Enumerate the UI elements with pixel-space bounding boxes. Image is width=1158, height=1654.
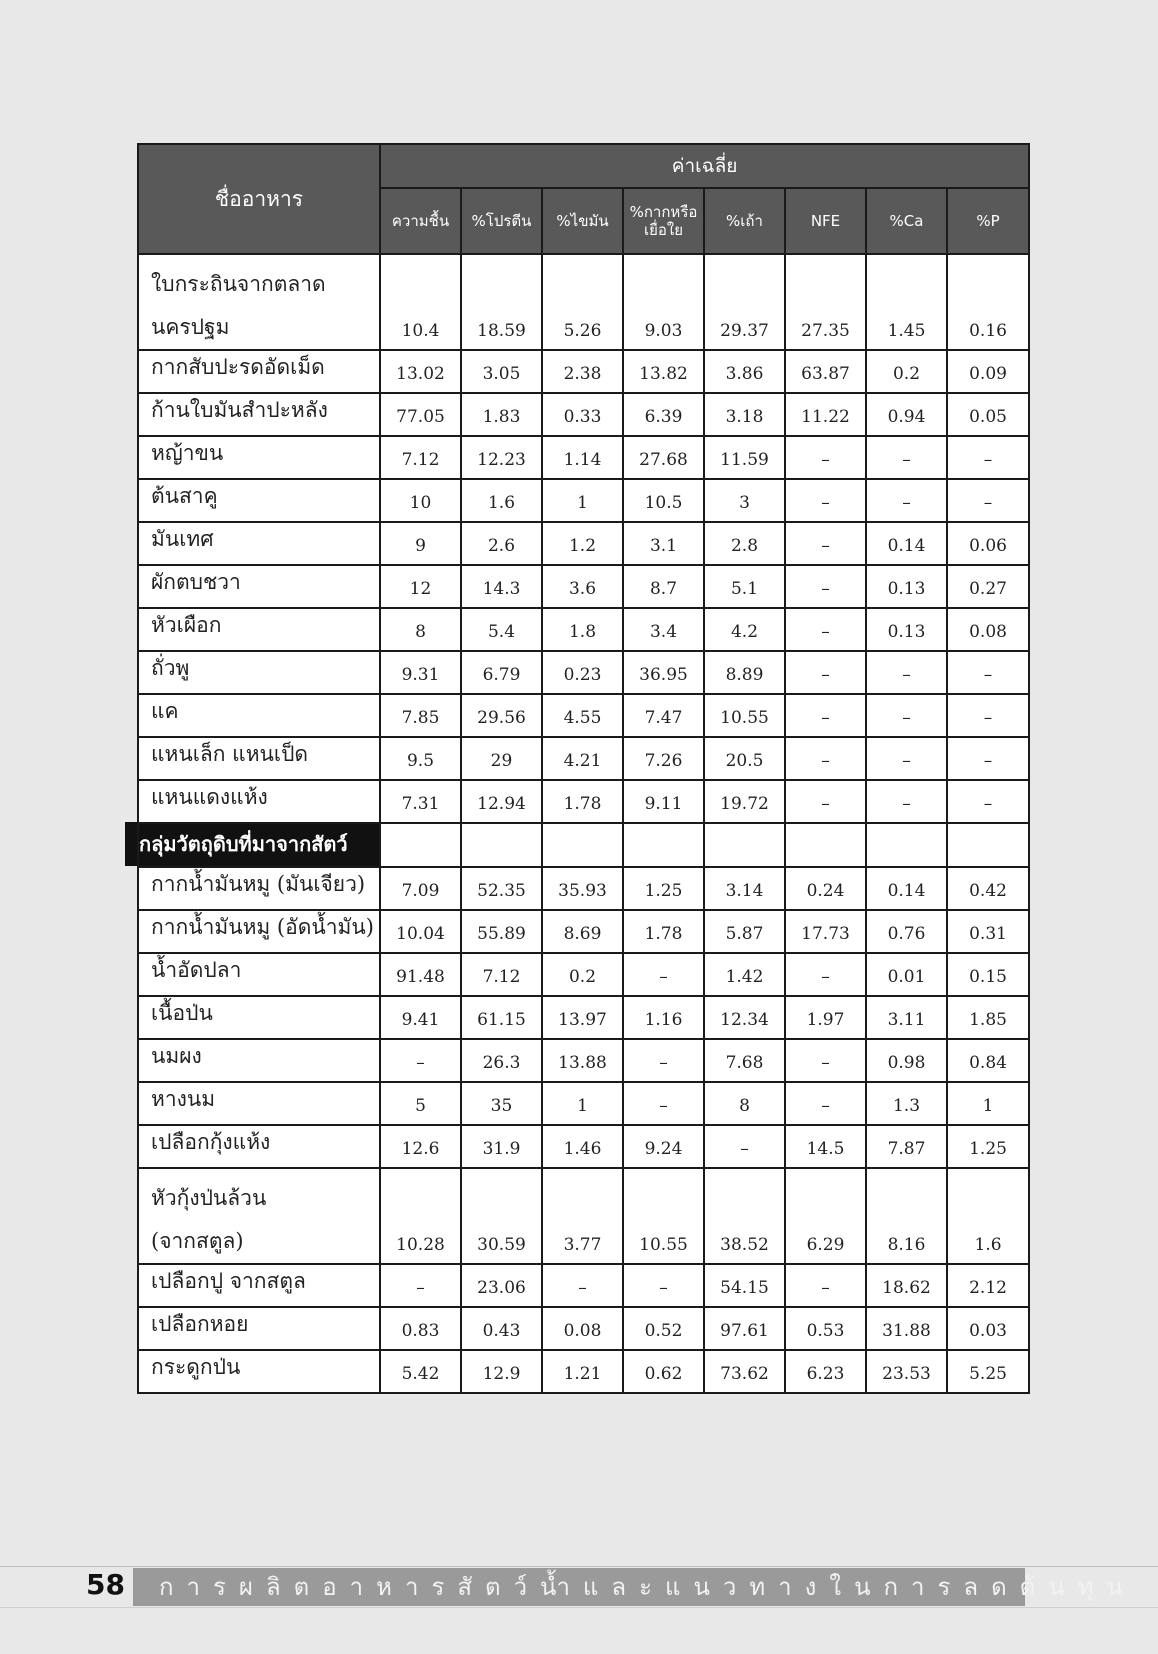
value-cell: – — [785, 1082, 866, 1125]
value-cell: 1 — [947, 1082, 1029, 1125]
value-cell: 0.42 — [947, 867, 1029, 910]
value-cell: 0.83 — [380, 1307, 461, 1350]
value-cell: 11.59 — [704, 436, 785, 479]
value-cell: 1.46 — [542, 1125, 623, 1168]
value-cell: – — [623, 1039, 704, 1082]
value-cell: – — [785, 565, 866, 608]
feed-name-cell: กากน้ำมันหมู (มันเจียว) — [138, 867, 380, 910]
value-cell: 61.15 — [461, 996, 542, 1039]
feed-name-cell: มันเทศ — [138, 522, 380, 565]
value-cell: 1.83 — [461, 393, 542, 436]
feed-name-cell: หางนม — [138, 1082, 380, 1125]
value-cell: 12.6 — [380, 1125, 461, 1168]
value-cell: 0.05 — [947, 393, 1029, 436]
table-row — [138, 1082, 1029, 1125]
group-cell — [138, 823, 380, 867]
empty-cell — [380, 823, 461, 867]
table-row — [138, 1168, 1029, 1264]
value-cell: 1.25 — [947, 1125, 1029, 1168]
value-cell: 6.79 — [461, 651, 542, 694]
value-cell: – — [785, 651, 866, 694]
feed-name-cell: ใบกระถินจากตลาด นครปฐม — [138, 254, 380, 350]
value-cell: 77.05 — [380, 393, 461, 436]
table-row — [138, 651, 1029, 694]
group-row — [138, 823, 1029, 867]
value-cell: 9.5 — [380, 737, 461, 780]
column-header: %กากหรือ เยื่อใย — [623, 188, 704, 254]
value-cell: 0.2 — [866, 350, 947, 393]
value-cell: 10.5 — [623, 479, 704, 522]
table-row — [138, 953, 1029, 996]
value-cell: 8.16 — [866, 1168, 947, 1264]
value-cell: 5.1 — [704, 565, 785, 608]
table-row — [138, 522, 1029, 565]
value-cell: 7.85 — [380, 694, 461, 737]
table-body — [138, 254, 1029, 1393]
value-cell: 73.62 — [704, 1350, 785, 1393]
value-cell: – — [623, 953, 704, 996]
value-cell: – — [785, 737, 866, 780]
value-cell: 1.85 — [947, 996, 1029, 1039]
value-cell: 0.08 — [542, 1307, 623, 1350]
feed-name-cell: หัวเผือก — [138, 608, 380, 651]
value-cell: 3.77 — [542, 1168, 623, 1264]
value-cell: 6.23 — [785, 1350, 866, 1393]
value-cell: 14.5 — [785, 1125, 866, 1168]
value-cell: 1.6 — [461, 479, 542, 522]
value-cell: 10.04 — [380, 910, 461, 953]
value-cell: 29.37 — [704, 254, 785, 350]
value-cell: 7.12 — [380, 436, 461, 479]
value-cell: 31.9 — [461, 1125, 542, 1168]
value-cell: 18.59 — [461, 254, 542, 350]
value-cell: 8 — [704, 1082, 785, 1125]
value-cell: 3 — [704, 479, 785, 522]
table-row — [138, 254, 1029, 350]
footer-divider-bottom — [0, 1607, 1158, 1608]
value-cell: 2.6 — [461, 522, 542, 565]
table-row — [138, 1264, 1029, 1307]
value-cell: 2.8 — [704, 522, 785, 565]
value-cell: 0.13 — [866, 565, 947, 608]
empty-cell — [542, 823, 623, 867]
feed-name-cell: เปลือกกุ้งแห้ง — [138, 1125, 380, 1168]
feed-composition-table — [137, 143, 1030, 1394]
value-cell: 9 — [380, 522, 461, 565]
value-cell: – — [623, 1264, 704, 1307]
value-cell: 9.03 — [623, 254, 704, 350]
value-cell: 0.62 — [623, 1350, 704, 1393]
value-cell: 3.6 — [542, 565, 623, 608]
footer-book-title: การผลิตอาหารสัตว์น้ำและแนวทางในการลดต้นทุน — [133, 1568, 1025, 1606]
feed-name-cell: กากสับปะรดอัดเม็ด — [138, 350, 380, 393]
value-cell: 2.38 — [542, 350, 623, 393]
value-cell: 1.14 — [542, 436, 623, 479]
value-cell: 35.93 — [542, 867, 623, 910]
feed-name-header: ชื่ออาหาร — [138, 144, 380, 254]
feed-name-cell: เปลือกหอย — [138, 1307, 380, 1350]
value-cell: 3.05 — [461, 350, 542, 393]
feed-name-cell: นมผง — [138, 1039, 380, 1082]
value-cell: 5.25 — [947, 1350, 1029, 1393]
value-cell: 0.08 — [947, 608, 1029, 651]
column-header: %โปรตีน — [461, 188, 542, 254]
value-cell: – — [866, 780, 947, 823]
value-cell: – — [704, 1125, 785, 1168]
value-cell: 0.53 — [785, 1307, 866, 1350]
value-cell: 4.2 — [704, 608, 785, 651]
value-cell: 0.09 — [947, 350, 1029, 393]
value-cell: 23.53 — [866, 1350, 947, 1393]
value-cell: – — [542, 1264, 623, 1307]
feed-name-cell: หัวกุ้งป่นล้วน (จากสตูล) — [138, 1168, 380, 1264]
value-cell: 5.42 — [380, 1350, 461, 1393]
feed-name-cell: หญ้าขน — [138, 436, 380, 479]
table-row — [138, 608, 1029, 651]
value-cell: 0.01 — [866, 953, 947, 996]
value-cell: 27.68 — [623, 436, 704, 479]
value-cell: 31.88 — [866, 1307, 947, 1350]
value-cell: 1.21 — [542, 1350, 623, 1393]
column-header: %P — [947, 188, 1029, 254]
table-row — [138, 1039, 1029, 1082]
value-cell: 12 — [380, 565, 461, 608]
value-cell: – — [785, 522, 866, 565]
value-cell: 23.06 — [461, 1264, 542, 1307]
value-cell: 4.21 — [542, 737, 623, 780]
table-row — [138, 996, 1029, 1039]
value-cell: 0.2 — [542, 953, 623, 996]
value-cell: 12.9 — [461, 1350, 542, 1393]
table-row — [138, 867, 1029, 910]
value-cell: 6.29 — [785, 1168, 866, 1264]
value-cell: 0.03 — [947, 1307, 1029, 1350]
value-cell: 7.31 — [380, 780, 461, 823]
value-cell: 7.09 — [380, 867, 461, 910]
value-cell: – — [785, 1039, 866, 1082]
empty-cell — [461, 823, 542, 867]
table-row — [138, 910, 1029, 953]
value-cell: 5.87 — [704, 910, 785, 953]
table-row — [138, 350, 1029, 393]
feed-name-cell: น้ำอัดปลา — [138, 953, 380, 996]
value-cell: – — [785, 1264, 866, 1307]
value-cell: 0.06 — [947, 522, 1029, 565]
table-header — [138, 144, 1029, 254]
value-cell: – — [947, 737, 1029, 780]
value-cell: 1.8 — [542, 608, 623, 651]
value-cell: 10.4 — [380, 254, 461, 350]
value-cell: 0.13 — [866, 608, 947, 651]
value-cell: – — [623, 1082, 704, 1125]
value-cell: 5.26 — [542, 254, 623, 350]
value-cell: 8 — [380, 608, 461, 651]
value-cell: 0.98 — [866, 1039, 947, 1082]
value-cell: 0.94 — [866, 393, 947, 436]
value-cell: 26.3 — [461, 1039, 542, 1082]
value-cell: – — [380, 1039, 461, 1082]
table-row — [138, 780, 1029, 823]
value-cell: 12.94 — [461, 780, 542, 823]
value-cell: 1.2 — [542, 522, 623, 565]
value-cell: – — [866, 436, 947, 479]
table-row — [138, 436, 1029, 479]
value-cell: 0.33 — [542, 393, 623, 436]
value-cell: – — [380, 1264, 461, 1307]
value-cell: – — [947, 479, 1029, 522]
value-cell: 1.78 — [623, 910, 704, 953]
value-cell: 2.12 — [947, 1264, 1029, 1307]
feed-name-cell: ถั่วพู — [138, 651, 380, 694]
value-cell: 1.42 — [704, 953, 785, 996]
value-cell: 12.23 — [461, 436, 542, 479]
table-row — [138, 1307, 1029, 1350]
value-cell: 54.15 — [704, 1264, 785, 1307]
value-cell: 9.31 — [380, 651, 461, 694]
column-header: %Ca — [866, 188, 947, 254]
value-cell: 9.11 — [623, 780, 704, 823]
value-cell: 10.55 — [623, 1168, 704, 1264]
column-header: ความชื้น — [380, 188, 461, 254]
value-cell: 13.97 — [542, 996, 623, 1039]
value-cell: 10.28 — [380, 1168, 461, 1264]
feed-name-cell: กากน้ำมันหมู (อัดน้ำมัน) — [138, 910, 380, 953]
value-cell: 13.02 — [380, 350, 461, 393]
value-cell: 1 — [542, 479, 623, 522]
value-cell: 1.25 — [623, 867, 704, 910]
value-cell: – — [866, 479, 947, 522]
value-cell: – — [785, 953, 866, 996]
value-cell: 11.22 — [785, 393, 866, 436]
value-cell: – — [785, 479, 866, 522]
value-cell: 63.87 — [785, 350, 866, 393]
feed-name-cell: ผักตบชวา — [138, 565, 380, 608]
value-cell: 0.15 — [947, 953, 1029, 996]
value-cell: 6.39 — [623, 393, 704, 436]
value-cell: 4.55 — [542, 694, 623, 737]
empty-cell — [785, 823, 866, 867]
table-row — [138, 479, 1029, 522]
value-cell: – — [947, 780, 1029, 823]
value-cell: 20.5 — [704, 737, 785, 780]
empty-cell — [704, 823, 785, 867]
value-cell: 0.76 — [866, 910, 947, 953]
feed-name-cell: ก้านใบมันสำปะหลัง — [138, 393, 380, 436]
value-cell: 55.89 — [461, 910, 542, 953]
value-cell: 38.52 — [704, 1168, 785, 1264]
table-row — [138, 1125, 1029, 1168]
value-cell: 8.89 — [704, 651, 785, 694]
table-row — [138, 393, 1029, 436]
value-cell: 8.69 — [542, 910, 623, 953]
empty-cell — [866, 823, 947, 867]
table-row — [138, 565, 1029, 608]
value-cell: 1.45 — [866, 254, 947, 350]
value-cell: 19.72 — [704, 780, 785, 823]
value-cell: 12.34 — [704, 996, 785, 1039]
value-cell: 14.3 — [461, 565, 542, 608]
value-cell: – — [785, 694, 866, 737]
feed-name-cell: แหนเล็ก แหนเป็ด — [138, 737, 380, 780]
value-cell: 18.62 — [866, 1264, 947, 1307]
value-cell: 0.23 — [542, 651, 623, 694]
feed-name-cell: แค — [138, 694, 380, 737]
value-cell: 13.88 — [542, 1039, 623, 1082]
value-cell: 1.3 — [866, 1082, 947, 1125]
page-number: 58 — [86, 1568, 125, 1601]
value-cell: 5.4 — [461, 608, 542, 651]
value-cell: 0.52 — [623, 1307, 704, 1350]
feed-name-cell: เปลือกปู จากสตูล — [138, 1264, 380, 1307]
value-cell: 1.97 — [785, 996, 866, 1039]
value-cell: – — [866, 737, 947, 780]
column-header: %ไขมัน — [542, 188, 623, 254]
value-cell: 0.43 — [461, 1307, 542, 1350]
value-cell: 13.82 — [623, 350, 704, 393]
value-cell: 7.68 — [704, 1039, 785, 1082]
value-cell: – — [947, 694, 1029, 737]
value-cell: 35 — [461, 1082, 542, 1125]
value-cell: 52.35 — [461, 867, 542, 910]
value-cell: 3.14 — [704, 867, 785, 910]
table-row — [138, 737, 1029, 780]
column-header: %เถ้า — [704, 188, 785, 254]
value-cell: 29 — [461, 737, 542, 780]
value-cell: 0.16 — [947, 254, 1029, 350]
value-cell: 27.35 — [785, 254, 866, 350]
feed-name-cell: ต้นสาคู — [138, 479, 380, 522]
value-cell: 7.12 — [461, 953, 542, 996]
footer-divider — [0, 1566, 1158, 1567]
value-cell: 97.61 — [704, 1307, 785, 1350]
value-cell: 17.73 — [785, 910, 866, 953]
value-cell: 1.16 — [623, 996, 704, 1039]
value-cell: 3.1 — [623, 522, 704, 565]
average-header: ค่าเฉลี่ย — [380, 144, 1029, 188]
group-label: กลุ่มวัตถุดิบที่มาจากสัตว์ — [125, 822, 381, 866]
value-cell: 1.6 — [947, 1168, 1029, 1264]
value-cell: 3.18 — [704, 393, 785, 436]
value-cell: – — [785, 436, 866, 479]
value-cell: 9.24 — [623, 1125, 704, 1168]
value-cell: 29.56 — [461, 694, 542, 737]
value-cell: 1.78 — [542, 780, 623, 823]
value-cell: 0.24 — [785, 867, 866, 910]
table-row — [138, 1350, 1029, 1393]
value-cell: 91.48 — [380, 953, 461, 996]
value-cell: 10.55 — [704, 694, 785, 737]
value-cell: 7.26 — [623, 737, 704, 780]
value-cell: 5 — [380, 1082, 461, 1125]
value-cell: 30.59 — [461, 1168, 542, 1264]
feed-name-cell: กระดูกป่น — [138, 1350, 380, 1393]
value-cell: – — [866, 694, 947, 737]
value-cell: 0.27 — [947, 565, 1029, 608]
value-cell: 10 — [380, 479, 461, 522]
value-cell: – — [785, 780, 866, 823]
feed-name-cell: เนื้อป่น — [138, 996, 380, 1039]
value-cell: – — [947, 651, 1029, 694]
value-cell: – — [866, 651, 947, 694]
value-cell: 8.7 — [623, 565, 704, 608]
value-cell: 3.86 — [704, 350, 785, 393]
value-cell: 1 — [542, 1082, 623, 1125]
value-cell: 3.11 — [866, 996, 947, 1039]
value-cell: 0.14 — [866, 867, 947, 910]
column-header: NFE — [785, 188, 866, 254]
value-cell: 3.4 — [623, 608, 704, 651]
empty-cell — [623, 823, 704, 867]
value-cell: 0.84 — [947, 1039, 1029, 1082]
value-cell: – — [947, 436, 1029, 479]
value-cell: 7.87 — [866, 1125, 947, 1168]
value-cell: 36.95 — [623, 651, 704, 694]
empty-cell — [947, 823, 1029, 867]
feed-name-cell: แหนแดงแห้ง — [138, 780, 380, 823]
value-cell: – — [785, 608, 866, 651]
value-cell: 0.31 — [947, 910, 1029, 953]
value-cell: 7.47 — [623, 694, 704, 737]
table-row — [138, 694, 1029, 737]
value-cell: 0.14 — [866, 522, 947, 565]
value-cell: 9.41 — [380, 996, 461, 1039]
